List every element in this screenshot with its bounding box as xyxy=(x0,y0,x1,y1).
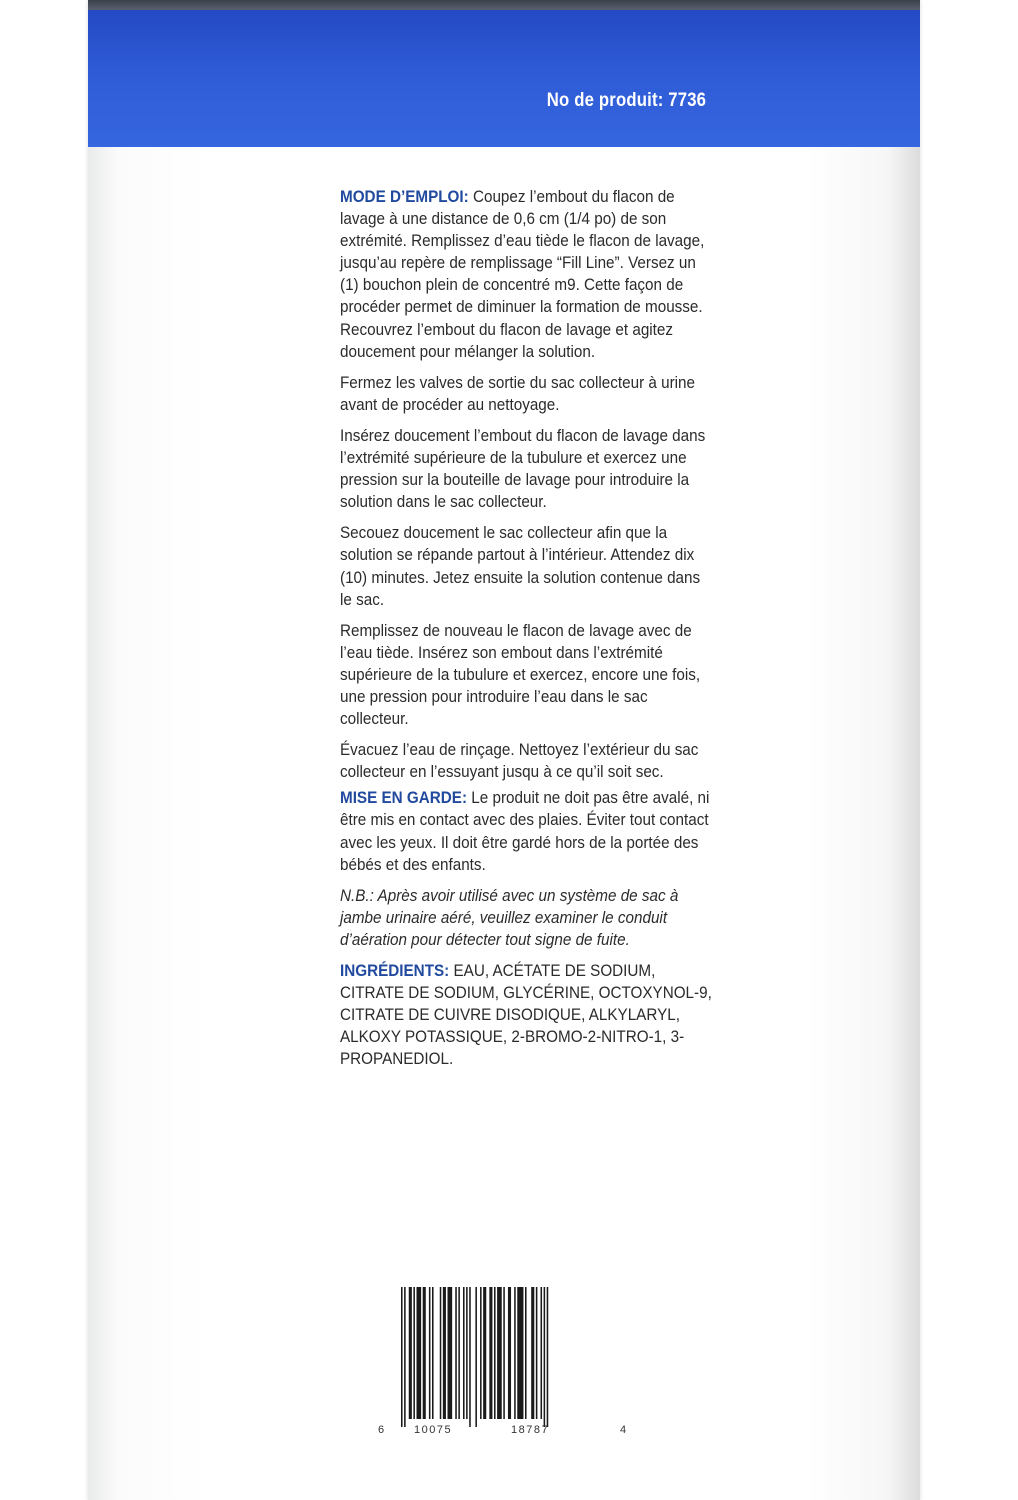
box-top-edge xyxy=(88,0,920,10)
barcode-bar xyxy=(483,1287,486,1419)
ingredients-text: EAU, ACÉTATE DE SODIUM, CITRATE DE SODIUM, GLYCÉRINE, OCTOXYNOL-9, CITRATE DE CUIVRE DISODIQUE, ALKYLARYL, ALKOXY POTASSIQUE, 2-BROMO-2-NITRO-1, 3-PROPANEDIOL. xyxy=(340,962,712,1069)
barcode-bar xyxy=(541,1287,543,1419)
directions-step-dry: Évacuez l’eau de rinçage. Nettoyez l’extérieur du sac collecteur en l’essuyant jusqu à ce qu’il soit sec. xyxy=(340,741,699,782)
label-text-block xyxy=(340,186,712,1079)
barcode-bar xyxy=(514,1287,516,1419)
barcode-bar xyxy=(413,1287,415,1419)
barcode-bar xyxy=(466,1287,468,1419)
barcode-right-group: 18787 xyxy=(511,1424,550,1436)
barcode xyxy=(399,1287,602,1427)
barcode-bar xyxy=(443,1287,446,1419)
ingredients-label: INGRÉDIENTS: xyxy=(340,962,450,980)
directions-paragraph xyxy=(340,186,712,363)
barcode-bar xyxy=(432,1287,434,1419)
barcode-bar xyxy=(480,1287,482,1419)
barcode-bar xyxy=(547,1287,549,1427)
barcode-bar xyxy=(448,1287,453,1419)
barcode-bar xyxy=(525,1287,527,1419)
barcode-first-digit: 6 xyxy=(378,1424,385,1436)
barcode-bar xyxy=(517,1287,523,1419)
barcode-check-digit: 4 xyxy=(620,1424,627,1436)
barcode-bar xyxy=(458,1287,460,1419)
barcode-bar xyxy=(417,1287,422,1419)
caution-paragraph xyxy=(340,787,712,875)
barcode-bar xyxy=(508,1287,511,1419)
barcode-bar xyxy=(475,1287,477,1427)
barcode-bar xyxy=(531,1287,534,1419)
barcode-bar xyxy=(494,1287,496,1419)
directions-step-insert-tip: Insérez doucement l’embout du flacon de lavage dans l’extrémité supérieure de la tubulure et exercez une pression sur la bouteille de lavage pour introduire la solution dans le sac collecteur. xyxy=(340,426,706,512)
ingredients-paragraph xyxy=(340,960,712,1070)
barcode-bar xyxy=(401,1287,403,1427)
product-number: No de produit: 7736 xyxy=(546,90,706,111)
blue-header-band xyxy=(88,10,920,147)
barcode-bar xyxy=(423,1287,426,1419)
barcode-bar xyxy=(404,1287,406,1427)
directions-step-close-valves: Fermez les valves de sortie du sac collecteur à urine avant de procéder au nettoyage. xyxy=(340,373,695,414)
barcode-bar xyxy=(463,1287,465,1419)
barcode-bar xyxy=(489,1287,492,1419)
barcode-bar xyxy=(544,1287,546,1427)
caution-label: MISE EN GARDE: xyxy=(340,789,468,808)
barcode-digits xyxy=(378,1424,628,1438)
note-paragraph: N.B.: Après avoir utilisé avec un système de sac à jambe urinaire aéré, veuillez examiner le conduit d’aération pour détecter tout signe de fuite. xyxy=(340,886,679,949)
caution-text: Le produit ne doit pas être avalé, ni être mis en contact avec des plaies. Éviter tout contact avec les yeux. Il doit être gardé hors de la portée des bébés et des enfants. xyxy=(340,789,710,874)
barcode-bar xyxy=(455,1287,457,1419)
barcode-bar xyxy=(469,1287,471,1427)
barcode-bar xyxy=(497,1287,502,1419)
barcode-left-group: 10075 xyxy=(414,1424,453,1436)
barcode-bar xyxy=(409,1287,412,1419)
barcode-bar xyxy=(429,1287,431,1419)
directions-step-rinse: Remplissez de nouveau le flacon de lavage avec de l’eau tiède. Insérez son embout dans l’extrémité supérieure de la tubulure et exercez, encore une fois, une pression pour introduire l’eau dans le sac collecteur. xyxy=(340,621,701,729)
barcode-bar xyxy=(503,1287,505,1419)
directions-label: MODE D’EMPLOI: xyxy=(340,188,469,206)
directions-text: Coupez l’embout du flacon de lavage à une distance de 0,6 cm (1/4 po) de son extrémité. Remplissez d’eau tiède le flacon de lavage, jusqu’au repère de remplissage “Fill Line”. Versez un (1) bouchon plein de concentré m9. Cette façon de procéder permet de diminuer la formation de mousse. Recouvrez l’embout du flacon de lavage et agitez doucement pour mélanger la solution. xyxy=(340,188,705,361)
barcode-bar xyxy=(536,1287,538,1419)
barcode-bar xyxy=(440,1287,442,1419)
directions-step-shake: Secouez doucement le sac collecteur afin que la solution se répande partout à l’intérieur. Attendez dix (10) minutes. Jetez ensuite la solution contenue dans le sac. xyxy=(340,524,701,609)
